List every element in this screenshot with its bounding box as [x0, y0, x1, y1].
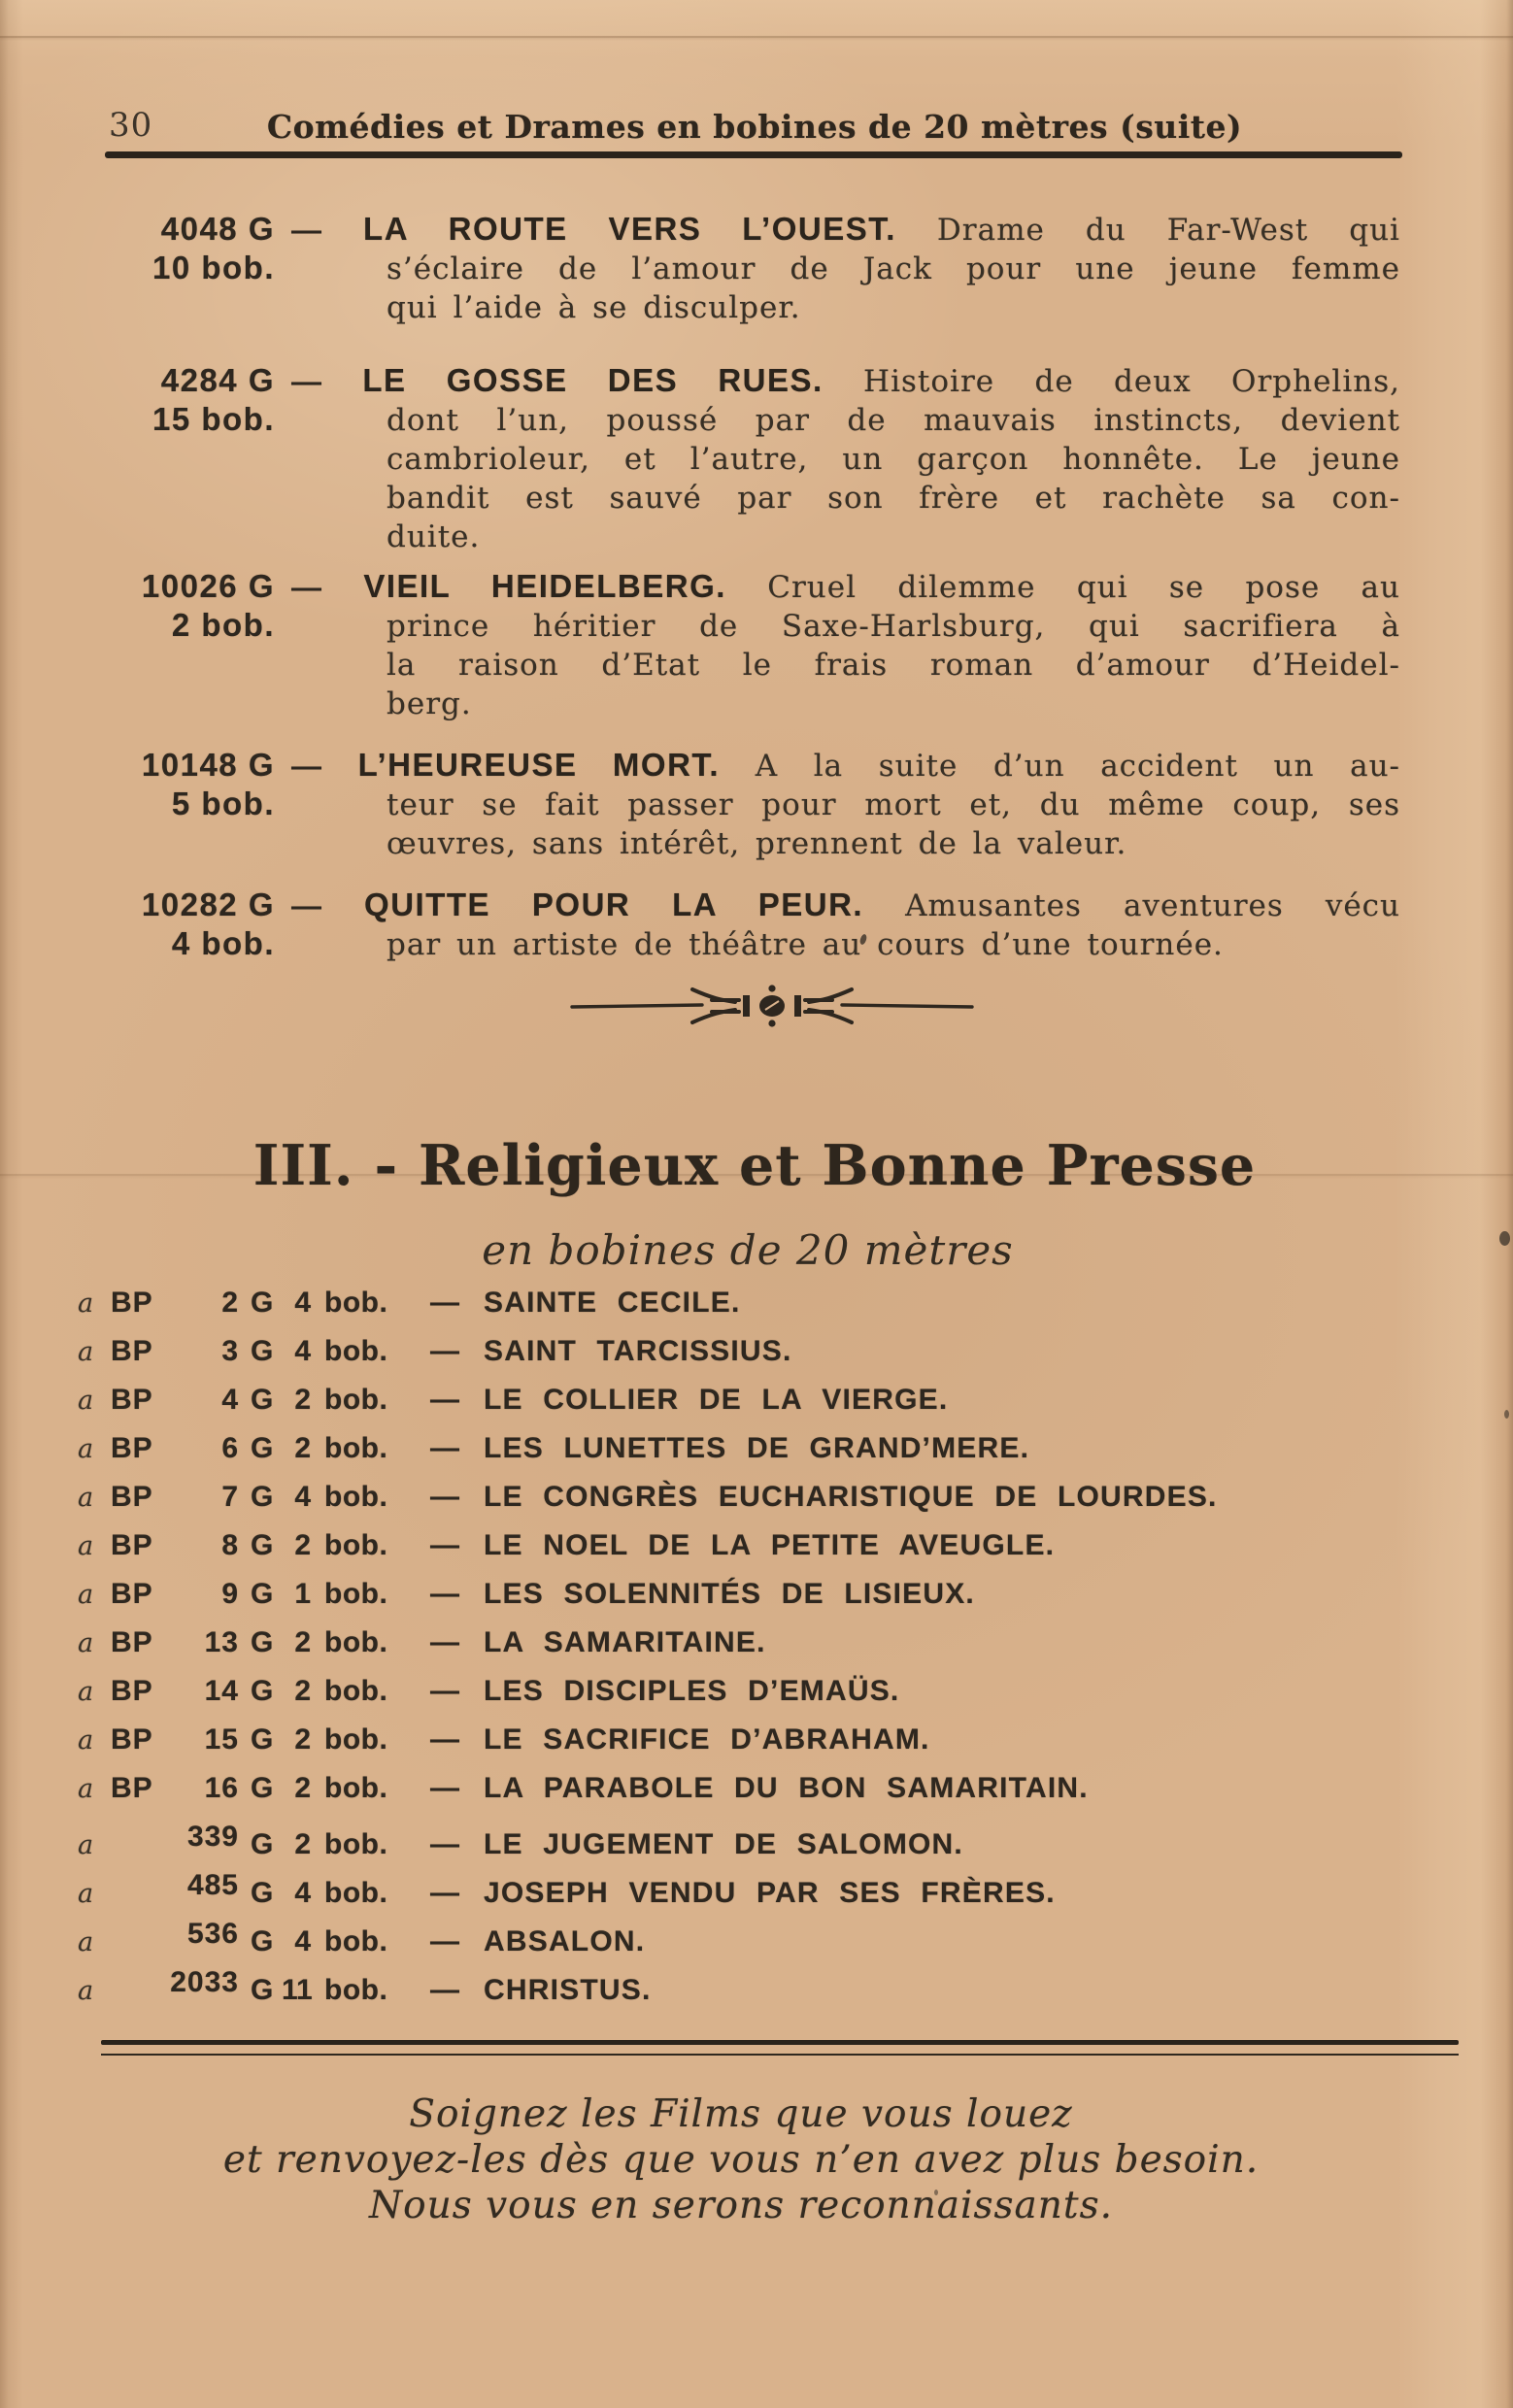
row-bob-label: bob. — [324, 1877, 388, 1909]
row-bob-count: 4 — [294, 1877, 311, 1909]
entry-bob: 2 bob. — [171, 607, 275, 643]
row-bob-count: 2 — [294, 1529, 311, 1561]
row-marker: a — [78, 1677, 94, 1707]
row-code — [111, 1869, 239, 1902]
entry-code: 4048 G — [160, 211, 275, 247]
row-g: G — [251, 1287, 275, 1319]
row-dash: — — [430, 1287, 459, 1319]
row-dash: — — [430, 1578, 459, 1610]
row-title: CHRISTUS. — [484, 1974, 652, 2006]
list-row — [78, 1772, 1457, 1821]
row-code — [111, 1384, 239, 1417]
entry-desc: A la suite d’un accident un au- — [755, 749, 1401, 784]
row-bob-count: 1 — [294, 1578, 311, 1610]
row-prefix: BP — [111, 1675, 153, 1707]
list-row — [78, 1578, 1457, 1626]
entry-code-block — [0, 567, 275, 645]
row-bob-label: bob. — [324, 1578, 388, 1610]
row-g: G — [251, 1925, 275, 1957]
row-title: LE CONGRÈS EUCHARISTIQUE DE LOURDES. — [484, 1481, 1218, 1513]
row-dash: — — [430, 1626, 459, 1658]
entry-code-block — [0, 210, 275, 287]
row-prefix: BP — [111, 1287, 153, 1319]
row-prefix: BP — [111, 1723, 153, 1756]
entry-line: teur se fait passer pour mort et, du même coup, ses — [387, 787, 1400, 822]
row-dash: — — [430, 1772, 459, 1804]
entry-bob: 5 bob. — [171, 786, 275, 821]
entry-dash: — — [291, 213, 322, 247]
entry-code: 10026 G — [141, 568, 275, 604]
row-g: G — [251, 1828, 275, 1860]
row-number: 14 — [204, 1675, 239, 1707]
row-bob-label: bob. — [324, 1432, 388, 1464]
list-row — [78, 1966, 1457, 2015]
row-number: 15 — [204, 1723, 239, 1756]
row-code — [111, 1578, 239, 1611]
row-title: SAINT TARCISSIUS. — [484, 1335, 792, 1367]
row-code — [111, 1675, 239, 1708]
list-row — [78, 1529, 1457, 1578]
row-bob-label: bob. — [324, 1287, 388, 1319]
header-rule — [105, 151, 1402, 158]
list-row — [78, 1481, 1457, 1529]
row-prefix: BP — [111, 1432, 153, 1464]
row-number: 339 — [186, 1821, 239, 1853]
row-number: 2033 — [170, 1966, 239, 1998]
entry-dash: — — [291, 364, 322, 398]
row-dash: — — [430, 1432, 459, 1464]
row-prefix: BP — [111, 1529, 153, 1561]
entry-text — [291, 746, 1401, 863]
row-title: LA SAMARITAINE. — [484, 1626, 766, 1658]
row-title: JOSEPH VENDU PAR SES FRÈRES. — [484, 1877, 1056, 1909]
row-dash: — — [430, 1529, 459, 1561]
row-bob-label: bob. — [324, 1335, 388, 1367]
row-bob-label: bob. — [324, 1772, 388, 1804]
list-row — [78, 1821, 1457, 1869]
entry-line: berg. — [387, 686, 472, 721]
paper-crease-top — [0, 36, 1513, 38]
row-dash: — — [430, 1723, 459, 1756]
row-code — [111, 1966, 239, 1999]
entry-desc: Drame du Far-West qui — [936, 213, 1400, 248]
footer-line: Soignez les Films que vous louez — [409, 2092, 1073, 2136]
row-prefix: BP — [111, 1481, 153, 1513]
row-prefix: BP — [111, 1578, 153, 1610]
row-number: 9 — [221, 1578, 239, 1610]
section-divider-ornament — [568, 983, 976, 1029]
row-number: 3 — [221, 1335, 239, 1367]
footer-line: et renvoyez-les dès que vous n’en avez plus besoin. — [222, 2138, 1260, 2182]
row-marker: a — [78, 1628, 94, 1658]
row-code — [111, 1918, 239, 1951]
row-prefix: BP — [111, 1335, 153, 1367]
row-number: 13 — [204, 1626, 239, 1658]
entry-line: œuvres, sans intérêt, prennent de la valeur. — [387, 826, 1127, 861]
row-dash: — — [430, 1828, 459, 1860]
footer-rule-bottom — [101, 2054, 1459, 2056]
row-bob-count: 2 — [294, 1675, 311, 1707]
ink-speck — [1499, 1231, 1510, 1246]
entry-line: duite. — [387, 519, 481, 554]
row-bob-count: 2 — [294, 1828, 311, 1860]
row-title: LE JUGEMENT DE SALOMON. — [484, 1828, 963, 1860]
row-bob-label: bob. — [324, 1828, 388, 1860]
row-code — [111, 1723, 239, 1756]
footer-line: Nous vous en serons reconnaissants. — [368, 2184, 1113, 2227]
footer-notice — [107, 2091, 1375, 2228]
row-g: G — [251, 1675, 275, 1707]
entry-code: 4284 G — [160, 362, 275, 398]
row-title: LE NOEL DE LA PETITE AVEUGLE. — [484, 1529, 1056, 1561]
row-number: 485 — [186, 1869, 239, 1901]
row-title: LE COLLIER DE LA VIERGE. — [484, 1384, 949, 1416]
row-marker: a — [78, 1830, 94, 1860]
row-code — [111, 1626, 239, 1659]
row-bob-label: bob. — [324, 1626, 388, 1658]
entry-line — [291, 886, 1401, 925]
row-marker: a — [78, 1879, 94, 1909]
row-marker: a — [78, 1288, 94, 1319]
row-code — [111, 1821, 239, 1854]
row-title: SAINTE CECILE. — [484, 1287, 741, 1319]
row-code — [111, 1529, 239, 1562]
list-row — [78, 1918, 1457, 1966]
ink-speck — [1504, 1410, 1509, 1419]
row-title: LES LUNETTES DE GRAND’MERE. — [484, 1432, 1030, 1464]
page-header: Comédies et Drames en bobines de 20 mètres (suite) — [266, 108, 1243, 146]
row-g: G — [251, 1877, 275, 1909]
list-row — [78, 1723, 1457, 1772]
entry-line: bandit est sauvé par son frère et rachète sa con- — [387, 481, 1400, 516]
row-dash: — — [430, 1384, 459, 1416]
entry-line: par un artiste de théâtre au cours d’une tournée. — [387, 927, 1224, 962]
row-bob-label: bob. — [324, 1974, 388, 2006]
row-marker: a — [78, 1483, 94, 1513]
entry-line — [291, 567, 1400, 607]
row-bob-count: 4 — [294, 1287, 311, 1319]
row-marker: a — [78, 1927, 94, 1957]
row-bob-count: 2 — [294, 1626, 311, 1658]
entry-bob: 10 bob. — [151, 250, 275, 285]
list-row — [78, 1626, 1457, 1675]
entry-desc: Histoire de deux Orphelins, — [863, 364, 1400, 399]
row-prefix: BP — [111, 1384, 153, 1416]
section-subtitle: en bobines de 20 mètres — [482, 1226, 1014, 1274]
entry-title: L’HEUREUSE MORT. — [357, 747, 721, 783]
entry-dash: — — [291, 749, 322, 783]
row-bob-count: 4 — [294, 1925, 311, 1957]
entry-code-block — [0, 361, 275, 439]
row-bob-count: 2 — [294, 1432, 311, 1464]
row-bob-label: bob. — [324, 1675, 388, 1707]
row-bob-count: 2 — [294, 1723, 311, 1756]
row-number: 8 — [221, 1529, 239, 1561]
list-row — [78, 1432, 1457, 1481]
row-g: G — [251, 1974, 275, 2006]
row-number: 536 — [186, 1918, 239, 1950]
entry-text — [291, 886, 1401, 964]
entry-line — [291, 746, 1401, 786]
row-bob-count: 2 — [294, 1772, 311, 1804]
row-bob-count: 2 — [294, 1384, 311, 1416]
list-row — [78, 1335, 1457, 1384]
row-g: G — [251, 1772, 275, 1804]
row-g: G — [251, 1529, 275, 1561]
row-bob-label: bob. — [324, 1384, 388, 1416]
entry-code: 10148 G — [141, 747, 275, 783]
row-code — [111, 1481, 239, 1514]
row-number: 16 — [204, 1772, 239, 1804]
entry-code-block — [0, 746, 275, 823]
row-marker: a — [78, 1725, 94, 1756]
row-marker: a — [78, 1580, 94, 1610]
list-row — [78, 1287, 1457, 1335]
entry-desc: Amusantes aventures vécu — [905, 888, 1401, 923]
row-bob-count: 11 — [282, 1974, 313, 2006]
row-g: G — [251, 1626, 275, 1658]
row-dash: — — [430, 1481, 459, 1513]
footer-rule-top — [101, 2040, 1459, 2045]
row-bob-label: bob. — [324, 1723, 388, 1756]
entry-title: LA ROUTE VERS L’OUEST. — [363, 211, 896, 247]
row-g: G — [251, 1723, 275, 1756]
row-dash: — — [430, 1877, 459, 1909]
row-code — [111, 1287, 239, 1320]
row-g: G — [251, 1384, 275, 1416]
row-bob-count: 4 — [294, 1335, 311, 1367]
row-bob-label: bob. — [324, 1529, 388, 1561]
row-marker: a — [78, 1976, 94, 2006]
row-title: LA PARABOLE DU BON SAMARITAIN. — [484, 1772, 1089, 1804]
row-code — [111, 1335, 239, 1368]
row-title: LE SACRIFICE D’ABRAHAM. — [484, 1723, 930, 1756]
row-dash: — — [430, 1974, 459, 2006]
entry-title: LE GOSSE DES RUES. — [362, 362, 824, 398]
row-title: LES DISCIPLES D’EMAÜS. — [484, 1675, 900, 1707]
row-prefix: BP — [111, 1626, 153, 1658]
entry-line: cambrioleur, et l’autre, un garçon honnête. Le jeune — [387, 442, 1400, 477]
row-dash: — — [430, 1335, 459, 1367]
row-code — [111, 1432, 239, 1465]
entry-desc: Cruel dilemme qui se pose au — [767, 570, 1400, 605]
entry-code: 10282 G — [141, 886, 275, 922]
entry-text — [291, 361, 1400, 556]
entry-line — [291, 210, 1400, 250]
row-number: 2 — [221, 1287, 239, 1319]
entry-bob: 15 bob. — [151, 401, 275, 437]
religieux-list — [78, 1287, 1457, 2015]
entry-line: la raison d’Etat le frais roman d’amour d’Heidel- — [387, 648, 1400, 683]
row-number: 4 — [221, 1384, 239, 1416]
row-g: G — [251, 1481, 275, 1513]
row-g: G — [251, 1335, 275, 1367]
list-row — [78, 1675, 1457, 1723]
row-marker: a — [78, 1337, 94, 1367]
entry-line — [291, 361, 1400, 401]
entry-title: VIEIL HEIDELBERG. — [363, 568, 726, 604]
entry-text — [291, 210, 1400, 327]
row-marker: a — [78, 1434, 94, 1464]
row-g: G — [251, 1578, 275, 1610]
entry-bob: 4 bob. — [171, 925, 275, 961]
entry-line: dont l’un, poussé par de mauvais instincts, devient — [387, 403, 1400, 438]
list-row — [78, 1384, 1457, 1432]
row-bob-label: bob. — [324, 1481, 388, 1513]
entry-line: qui l’aide à se disculper. — [387, 290, 801, 325]
row-dash: — — [430, 1675, 459, 1707]
row-dash: — — [430, 1925, 459, 1957]
list-row — [78, 1869, 1457, 1918]
entry-title: QUITTE POUR LA PEUR. — [364, 886, 864, 922]
row-marker: a — [78, 1531, 94, 1561]
row-bob-label: bob. — [324, 1925, 388, 1957]
row-marker: a — [78, 1386, 94, 1416]
entry-text — [291, 567, 1400, 723]
entry-dash: — — [291, 570, 322, 604]
row-title: LES SOLENNITÉS DE LISIEUX. — [484, 1578, 975, 1610]
row-title: ABSALON. — [484, 1925, 646, 1957]
entry-code-block — [0, 886, 275, 963]
entry-line: s’éclaire de l’amour de Jack pour une jeune femme — [387, 251, 1400, 286]
section-title: III. - Religieux et Bonne Presse — [252, 1133, 1257, 1198]
row-number: 6 — [221, 1432, 239, 1464]
entry-line: prince héritier de Saxe-Harlsburg, qui sacrifiera à — [387, 609, 1400, 644]
row-number: 7 — [221, 1481, 239, 1513]
page-number: 30 — [109, 106, 153, 145]
row-code — [111, 1772, 239, 1805]
entry-dash: — — [291, 888, 322, 922]
row-marker: a — [78, 1774, 94, 1804]
row-prefix: BP — [111, 1772, 153, 1804]
row-bob-count: 4 — [294, 1481, 311, 1513]
row-g: G — [251, 1432, 275, 1464]
